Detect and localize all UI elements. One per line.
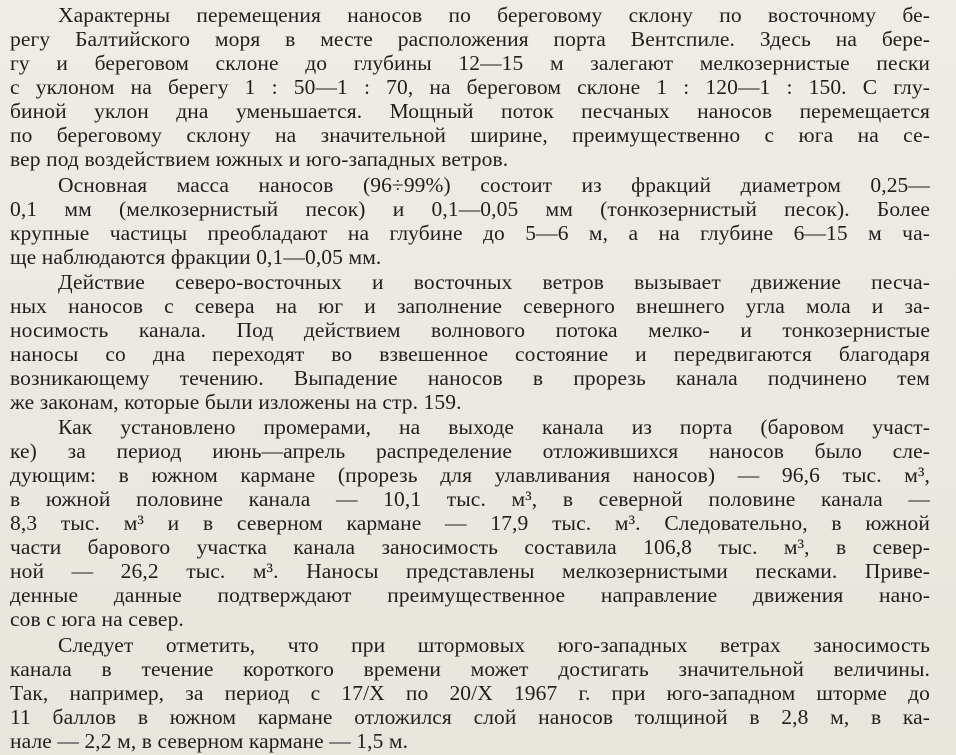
text-line: с уклоном на берегу 1 : 50—1 : 70, на береговом склоне 1 : 120—1 : 150. С глу- [10, 75, 930, 99]
text-line: носимость канала. Под действием волнового потока мелко- и тонкозернистые [10, 318, 930, 342]
text-line: ще наблюдаются фракции 0,1—0,05 мм. [10, 245, 382, 269]
text-line: ке) за период июнь—апрель распределение отложившихся наносов было сле- [10, 439, 930, 463]
text-line: Так, например, за период с 17/X по 20/X 1967 г. при юго-западном шторме до [10, 681, 930, 705]
text-line: Основная масса наносов (96÷99%) состоит из фракций диаметром 0,25— [58, 173, 930, 197]
text-line: части барового участка канала заносимость составила 106,8 тыс. м³, в север- [10, 535, 930, 559]
text-line: Следует отметить, что при штормовых юго-западных ветрах заносимость [58, 633, 930, 657]
text-line: ных наносов с севера на юг и заполнение северного внешнего угла мола и за- [10, 294, 930, 318]
text-line: биной уклон дна уменьшается. Мощный поток песчаных наносов перемещается [10, 99, 930, 123]
text-line: дующим: в южном кармане (прорезь для улавливания наносов) — 96,6 тыс. м³, [10, 463, 930, 487]
text-line: Характерны перемещения наносов по береговому склону по восточному бе- [58, 3, 930, 27]
text-line: ной — 26,2 тыс. м³. Наносы представлены мелкозернистыми песками. Приве- [10, 559, 930, 583]
text-line: по береговому склону на значительной ширине, преимущественно с юга на се- [10, 123, 930, 147]
text-line: 8,3 тыс. м³ и в северном кармане — 17,9 тыс. м³. Следовательно, в южной [10, 511, 930, 535]
text-line: наносы со дна переходят во взвешенное состояние и передвигаются благодаря [10, 342, 930, 366]
text-line: возникающему течению. Выпадение наносов в прорезь канала подчинено тем [10, 366, 930, 390]
text-line: крупные частицы преобладают на глубине до 5—6 м, а на глубине 6—15 м ча- [10, 221, 930, 245]
text-line: гу и береговом склоне до глубины 12—15 м залегают мелкозернистые пески [10, 51, 930, 75]
text-line: регу Балтийского моря в месте расположения порта Вентспиле. Здесь на бере- [10, 27, 930, 51]
text-line: в южной половине канала — 10,1 тыс. м³, в северной половине канала — [10, 487, 930, 511]
text-line: Как установлено промерами, на выходе канала из порта (баровом участ- [58, 415, 930, 439]
text-line: же законам, которые были изложены на стр. 159. [10, 390, 462, 414]
text-line: 11 баллов в южном кармане отложился слой наносов толщиной в 2,8 м, в ка- [10, 705, 930, 729]
text-line: 0,1 мм (мелкозернистый песок) и 0,1—0,05 мм (тонкозернистый песок). Более [10, 197, 930, 221]
text-line: Действие северо-восточных и восточных ветров вызывает движение песча- [58, 270, 930, 294]
text-line: денные данные подтверждают преимущественное направление движения нано- [10, 583, 930, 607]
text-line: вер под воздействием южных и юго-западных ветров. [10, 147, 509, 171]
text-line: нале — 2,2 м, в северном кармане — 1,5 м. [10, 729, 409, 753]
text-line: сов с юга на север. [10, 607, 184, 631]
text-line: канала в течение короткого времени может достигать значительной величины. [10, 657, 930, 681]
